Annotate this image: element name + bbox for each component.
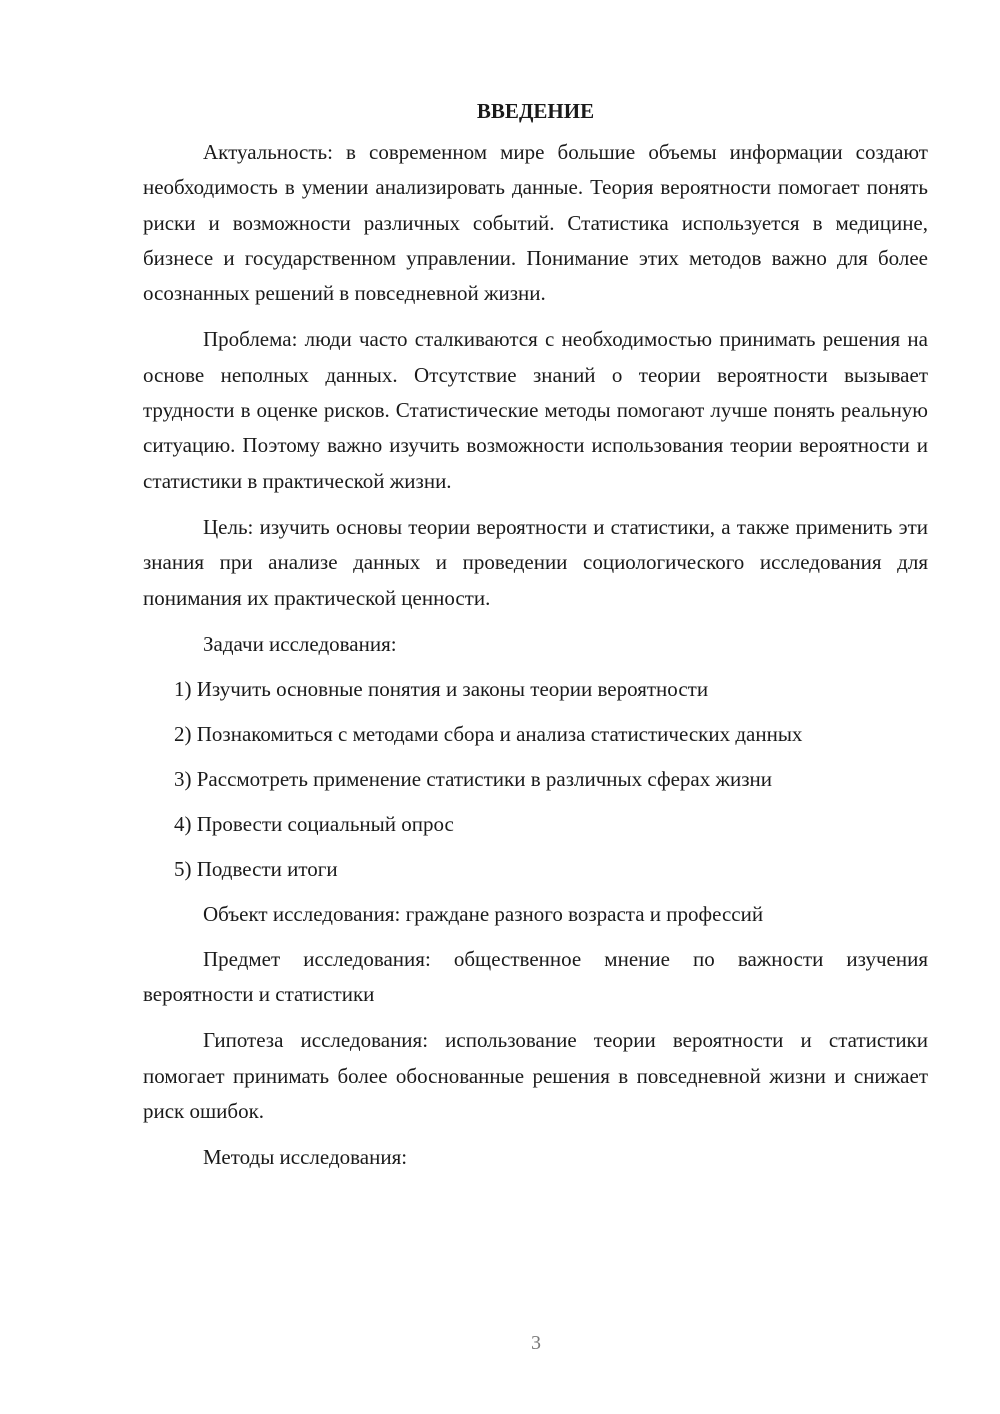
paragraph-subject: Предмет исследования: общественное мнение по важности изучения вероятности и статистики [143, 946, 928, 1007]
section-title: ВВЕДЕНИЕ [476, 99, 595, 123]
tasks-heading: Задачи исследования: [203, 631, 397, 656]
paragraph-hypothesis: Гипотеза исследования: использование теории вероятности и статистики помогает принимать более обоснованные решения в повседневной жизни и снижает риск ошибок. [143, 1028, 928, 1124]
paragraph-goal: Цель: изучить основы теории вероятности и статистики, а также применить эти знания при анализе данных и проведении социологического исследования для понимания их практической ценности. [143, 514, 928, 610]
paragraph-relevance: Актуальность: в современном мире большие объемы информации создают необходимость в умении анализировать данные. Теория вероятности помогает понять риски и возможности различных событий. Статистика используется в медицине, бизнесе и государственном управлении. Понимание этих методов важно для более осознанных решений в повседневной жизни. [143, 140, 928, 306]
paragraph-object: Объект исследования: граждане разного возраста и профессий [203, 901, 764, 926]
list-item: 2) Познакомиться с методами сбора и анализа статистических данных [174, 721, 803, 746]
list-item: 1) Изучить основные понятия и законы теории вероятности [174, 676, 709, 701]
page-content [143, 94, 928, 1185]
list-item: 4) Провести социальный опрос [174, 811, 454, 836]
paragraph-problem: Проблема: люди часто сталкиваются с необходимостью принимать решения на основе неполных данных. Отсутствие знаний о теории вероятности вызывает трудности в оценке рисков. Статистические методы помогают лучше понять реальную ситуацию. Поэтому важно изучить возможности использования теории вероятности и статистики в практической жизни. [143, 327, 928, 493]
page-number: 3 [531, 1332, 541, 1354]
list-item: 5) Подвести итоги [174, 856, 338, 881]
tasks-list [143, 672, 928, 887]
methods-heading: Методы исследования: [203, 1145, 408, 1170]
list-item: 3) Рассмотреть применение статистики в различных сферах жизни [174, 766, 772, 791]
